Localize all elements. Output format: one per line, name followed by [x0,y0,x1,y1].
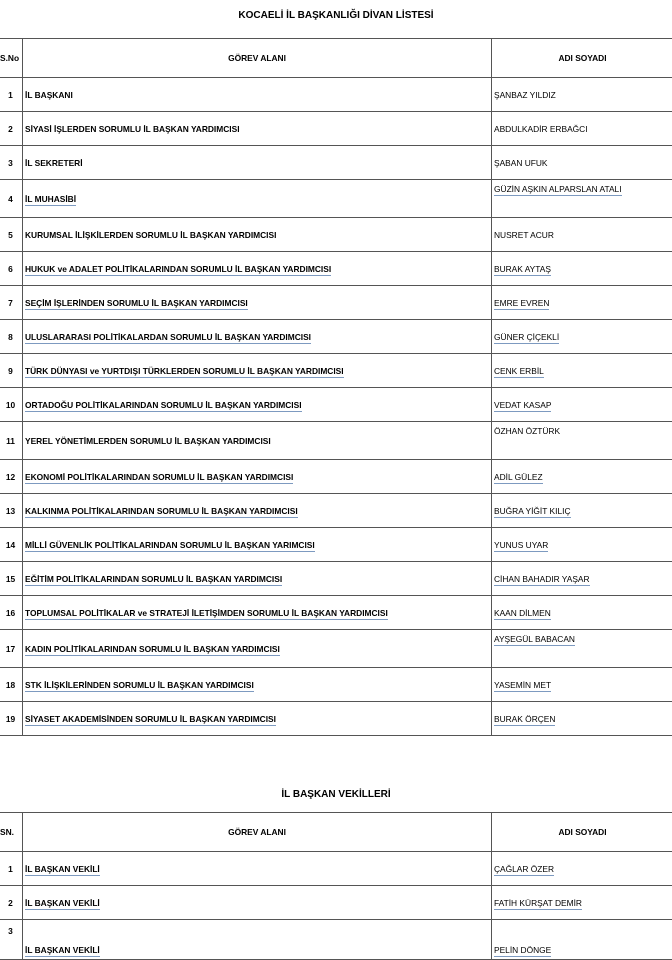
table-row [0,668,672,702]
row-number: 12 [0,460,23,494]
table-row [0,320,672,354]
ad-soyad-text: ÖZHAN ÖZTÜRK [494,426,560,436]
row-ad-soyad [492,180,672,218]
document-title: KOCAELİ İL BAŞKANLIĞI DİVAN LİSTESİ [0,10,672,21]
row-gorev [23,354,492,388]
row-ad-soyad [492,320,672,354]
row-ad-soyad [492,562,672,596]
row-gorev [23,320,492,354]
table-row [0,354,672,388]
row-ad-soyad [492,596,672,630]
ad-soyad-text: ŞABAN UFUK [494,158,548,168]
gorev-text: SİYASET AKADEMİSİNDEN SORUMLU İL BAŞKAN YARDIMCISI [25,714,276,726]
row-ad-soyad [492,460,672,494]
row-ad-soyad [492,286,672,320]
table-row [0,286,672,320]
row-ad-soyad [492,112,672,146]
row-gorev [23,78,492,112]
table-row [0,78,672,112]
row-number: 5 [0,218,23,252]
header-gorev: GÖREV ALANI [23,813,492,852]
row-gorev [23,886,492,920]
row-gorev [23,146,492,180]
row-gorev [23,286,492,320]
row-ad-soyad [492,218,672,252]
row-ad-soyad [492,920,672,960]
row-gorev [23,668,492,702]
row-ad-soyad [492,852,672,886]
row-number: 7 [0,286,23,320]
gorev-text: İL BAŞKAN VEKİLİ [25,945,100,957]
gorev-text: ORTADOĞU POLİTİKALARINDAN SORUMLU İL BAŞKAN YARDIMCISI [25,400,302,412]
gorev-text: SEÇİM İŞLERİNDEN SORUMLU İL BAŞKAN YARDIMCISI [25,298,248,310]
ad-soyad-text: NUSRET ACUR [494,230,554,240]
gorev-text: KADIN POLİTİKALARINDAN SORUMLU İL BAŞKAN YARDIMCISI [25,644,280,656]
ad-soyad-text: PELİN DÖNGE [494,945,551,957]
row-ad-soyad [492,668,672,702]
row-number: 6 [0,252,23,286]
ad-soyad-text: KAAN DİLMEN [494,608,551,620]
row-number: 10 [0,388,23,422]
row-gorev [23,562,492,596]
row-gorev [23,494,492,528]
row-number: 18 [0,668,23,702]
row-gorev [23,112,492,146]
table-row [0,528,672,562]
header-gorev: GÖREV ALANI [23,39,492,78]
row-gorev [23,528,492,562]
vekiller-table [0,812,672,960]
table-row [0,460,672,494]
row-number: 17 [0,630,23,668]
row-gorev [23,596,492,630]
row-ad-soyad [492,630,672,668]
row-number: 2 [0,112,23,146]
ad-soyad-text: CENK ERBİL [494,366,544,378]
divan-table [0,38,672,736]
row-number: 14 [0,528,23,562]
gorev-text: İL BAŞKANI [25,90,73,100]
row-number: 3 [0,146,23,180]
table-row [0,388,672,422]
ad-soyad-text: BURAK ÖRÇEN [494,714,555,726]
row-gorev [23,920,492,960]
row-number: 16 [0,596,23,630]
row-ad-soyad [492,388,672,422]
ad-soyad-text: ÇAĞLAR ÖZER [494,864,554,876]
table-header-row [0,813,672,852]
ad-soyad-text: EMRE EVREN [494,298,549,310]
row-number: 13 [0,494,23,528]
row-ad-soyad [492,146,672,180]
table-row [0,218,672,252]
row-number: 9 [0,354,23,388]
gorev-text: İL BAŞKAN VEKİLİ [25,864,100,876]
row-number: 1 [0,78,23,112]
row-ad-soyad [492,78,672,112]
header-ad: ADI SOYADI [492,813,672,852]
gorev-text: TOPLUMSAL POLİTİKALAR ve STRATEJİ İLETİŞİMDEN SORUMLU İL BAŞKAN YARDIMCISI [25,608,388,620]
gorev-text: İL BAŞKAN VEKİLİ [25,898,100,910]
table-row [0,596,672,630]
table-header-row [0,39,672,78]
header-sno: S.No [0,39,23,78]
row-number: 2 [0,886,23,920]
row-ad-soyad [492,702,672,736]
table-row [0,630,672,668]
table-row [0,112,672,146]
row-ad-soyad [492,252,672,286]
ad-soyad-text: BURAK AYTAŞ [494,264,551,276]
table-row [0,252,672,286]
gorev-text: EKONOMİ POLİTİKALARINDAN SORUMLU İL BAŞKAN YARDIMCISI [25,472,293,484]
table-row [0,146,672,180]
ad-soyad-text: VEDAT KASAP [494,400,551,412]
row-gorev [23,702,492,736]
row-gorev [23,460,492,494]
table-row [0,702,672,736]
gorev-text: STK İLİŞKİLERİNDEN SORUMLU İL BAŞKAN YARDIMCISI [25,680,254,692]
gorev-text: YEREL YÖNETİMLERDEN SORUMLU İL BAŞKAN YARDIMCISI [25,436,271,446]
row-ad-soyad [492,354,672,388]
row-gorev [23,422,492,460]
ad-soyad-text: ABDULKADİR ERBAĞCI [494,124,588,134]
ad-soyad-text: BUĞRA YİĞİT KILIÇ [494,506,571,518]
table-row [0,562,672,596]
gorev-text: KALKINMA POLİTİKALARINDAN SORUMLU İL BAŞKAN YARDIMCISI [25,506,298,518]
row-number: 4 [0,180,23,218]
table-row [0,920,672,960]
ad-soyad-text: CİHAN BAHADIR YAŞAR [494,574,590,586]
table-row [0,422,672,460]
ad-soyad-text: ŞANBAZ YILDIZ [494,90,556,100]
gorev-text: KURUMSAL İLİŞKİLERDEN SORUMLU İL BAŞKAN YARDIMCISI [25,230,276,240]
gorev-text: MİLLİ GÜVENLİK POLİTİKALARINDAN SORUMLU İL BAŞKAN YARIMCISI [25,540,315,552]
row-gorev [23,388,492,422]
gorev-text: EĞİTİM POLİTİKALARINDAN SORUMLU İL BAŞKAN YARDIMCISI [25,574,282,586]
row-number: 8 [0,320,23,354]
gorev-text: İL MUHASİBİ [25,194,76,206]
table-row [0,886,672,920]
ad-soyad-text: AYŞEGÜL BABACAN [494,634,575,646]
row-gorev [23,252,492,286]
gorev-text: SİYASİ İŞLERDEN SORUMLU İL BAŞKAN YARDIMCISI [25,124,240,134]
ad-soyad-text: YUNUS UYAR [494,540,548,552]
ad-soyad-text: YASEMİN MET [494,680,551,692]
ad-soyad-text: GÜNER ÇİÇEKLİ [494,332,559,344]
row-ad-soyad [492,494,672,528]
row-number: 19 [0,702,23,736]
row-gorev [23,218,492,252]
section-title-vekiller: İL BAŞKAN VEKİLLERİ [0,789,672,800]
row-ad-soyad [492,422,672,460]
table-row [0,852,672,886]
gorev-text: TÜRK DÜNYASI ve YURTDIŞI TÜRKLERDEN SORUMLU İL BAŞKAN YARDIMCISI [25,366,344,378]
row-number: 1 [0,852,23,886]
row-number: 11 [0,422,23,460]
gorev-text: HUKUK ve ADALET POLİTİKALARINDAN SORUMLU İL BAŞKAN YARDIMCISI [25,264,331,276]
table-row [0,494,672,528]
row-gorev [23,180,492,218]
row-number: 3 [0,920,23,960]
gorev-text: İL SEKRETERİ [25,158,83,168]
row-number: 15 [0,562,23,596]
row-ad-soyad [492,528,672,562]
row-gorev [23,630,492,668]
table-row [0,180,672,218]
ad-soyad-text: ADİL GÜLEZ [494,472,543,484]
ad-soyad-text: FATİH KÜRŞAT DEMİR [494,898,582,910]
header-ad: ADI SOYADI [492,39,672,78]
row-ad-soyad [492,886,672,920]
gorev-text: ULUSLARARASI POLİTİKALARDAN SORUMLU İL BAŞKAN YARDIMCISI [25,332,311,344]
header-sn: SN. [0,813,23,852]
ad-soyad-text: GÜZİN AŞKIN ALPARSLAN ATALI [494,184,622,196]
row-gorev [23,852,492,886]
